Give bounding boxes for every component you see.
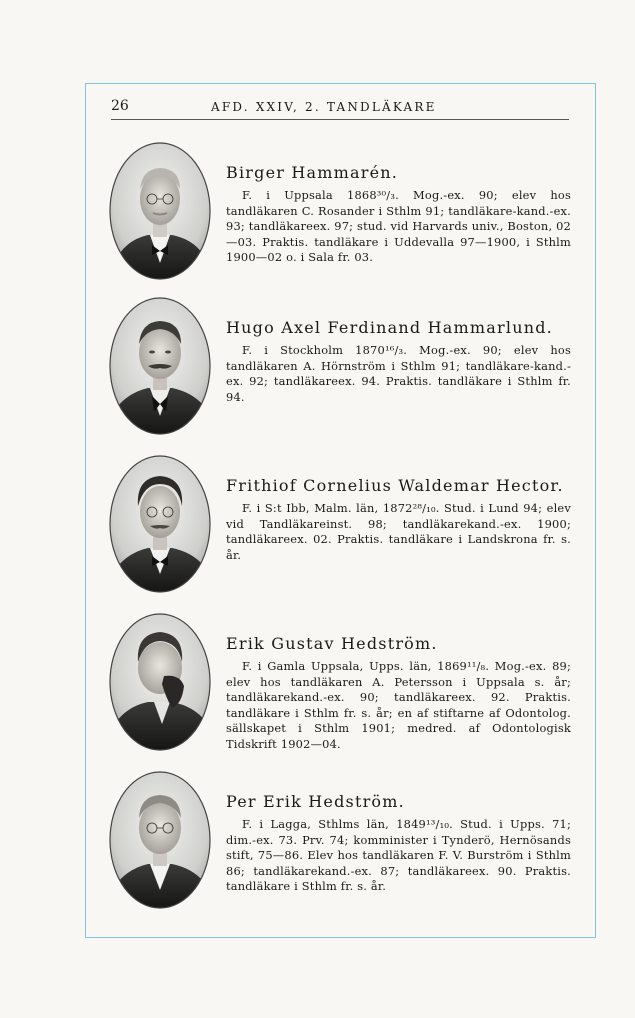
entry-text — [226, 141, 571, 266]
person-name: Hugo Axel Ferdinand Hammarlund. — [226, 318, 553, 337]
entry-text — [226, 296, 571, 405]
person-biography: F. i Lagga, Sthlms län, 1849¹³/₁₀. Stud. i Upps. 71; dim.-ex. 73. Prv. 74; komminister i Tynderö, Hernösands stift, 75—86. Elev hos tandläkaren F. V. Burström i Sthlm 86; tandläkarekand.-ex. 87; tandläkareex. 90. Praktis. tandläkare i Sthlm fr. s. år. — [226, 817, 571, 893]
person-name: Frithiof Cornelius Waldemar Hector. — [226, 476, 564, 495]
portrait-photo — [108, 454, 212, 594]
portrait-photo — [108, 612, 212, 752]
entry-text — [226, 770, 571, 895]
person-name: Birger Hammarén. — [226, 163, 399, 182]
portrait-photo — [108, 141, 212, 281]
portrait-photo — [108, 770, 212, 910]
entry-text — [226, 612, 571, 752]
entry-text — [226, 454, 571, 563]
person-biography: F. i Gamla Uppsala, Upps. län, 1869¹¹/₈. Mog.-ex. 89; elev hos tandläkaren A. Petersson i Uppsala s. år; tandläkarekand.-ex. 90; tandläkareex. 92. Praktis. tandläkare i Sthlm fr. s. år; en af stiftarne af Odontolog. sällskapet i Sthlm 1901; medred. af Odontologisk Tidskrift 1902—04. — [226, 659, 571, 751]
person-biography: F. i Uppsala 1868³⁰/₃. Mog.-ex. 90; elev hos tandläkaren C. Rosander i Sthlm 91; tandläkare-kand.-ex. 93; tandläkareex. 97; stud. vid Harvards univ., Boston, 02—03. Praktis. tandläkare i Uddevalla 97—1900, i Sthlm 1900—02 o. i Sala fr. 03. — [226, 188, 571, 264]
portrait-photo — [108, 296, 212, 436]
person-biography: F. i Stockholm 1870¹⁶/₃. Mog.-ex. 90; elev hos tandläkaren A. Hörnström i Sthlm 91; tandläkare-kand.-ex. 92; tandläkareex. 94. Praktis. tandläkare i Sthlm fr. 94. — [226, 343, 571, 404]
person-name: Erik Gustav Hedström. — [226, 634, 438, 653]
page-header — [111, 97, 569, 120]
person-name: Per Erik Hedström. — [226, 792, 405, 811]
page-number: 26 — [111, 98, 129, 114]
running-head: AFD. XXIV, 2. TANDLÄKARE — [211, 100, 437, 114]
person-biography: F. i S:t Ibb, Malm. län, 1872²⁸/₁₀. Stud. i Lund 94; elev vid Tandläkareinst. 98; tandläkarekand.-ex. 1900; tandläkareex. 02. Praktis. tandläkare i Landskrona fr. s. år. — [226, 501, 571, 562]
